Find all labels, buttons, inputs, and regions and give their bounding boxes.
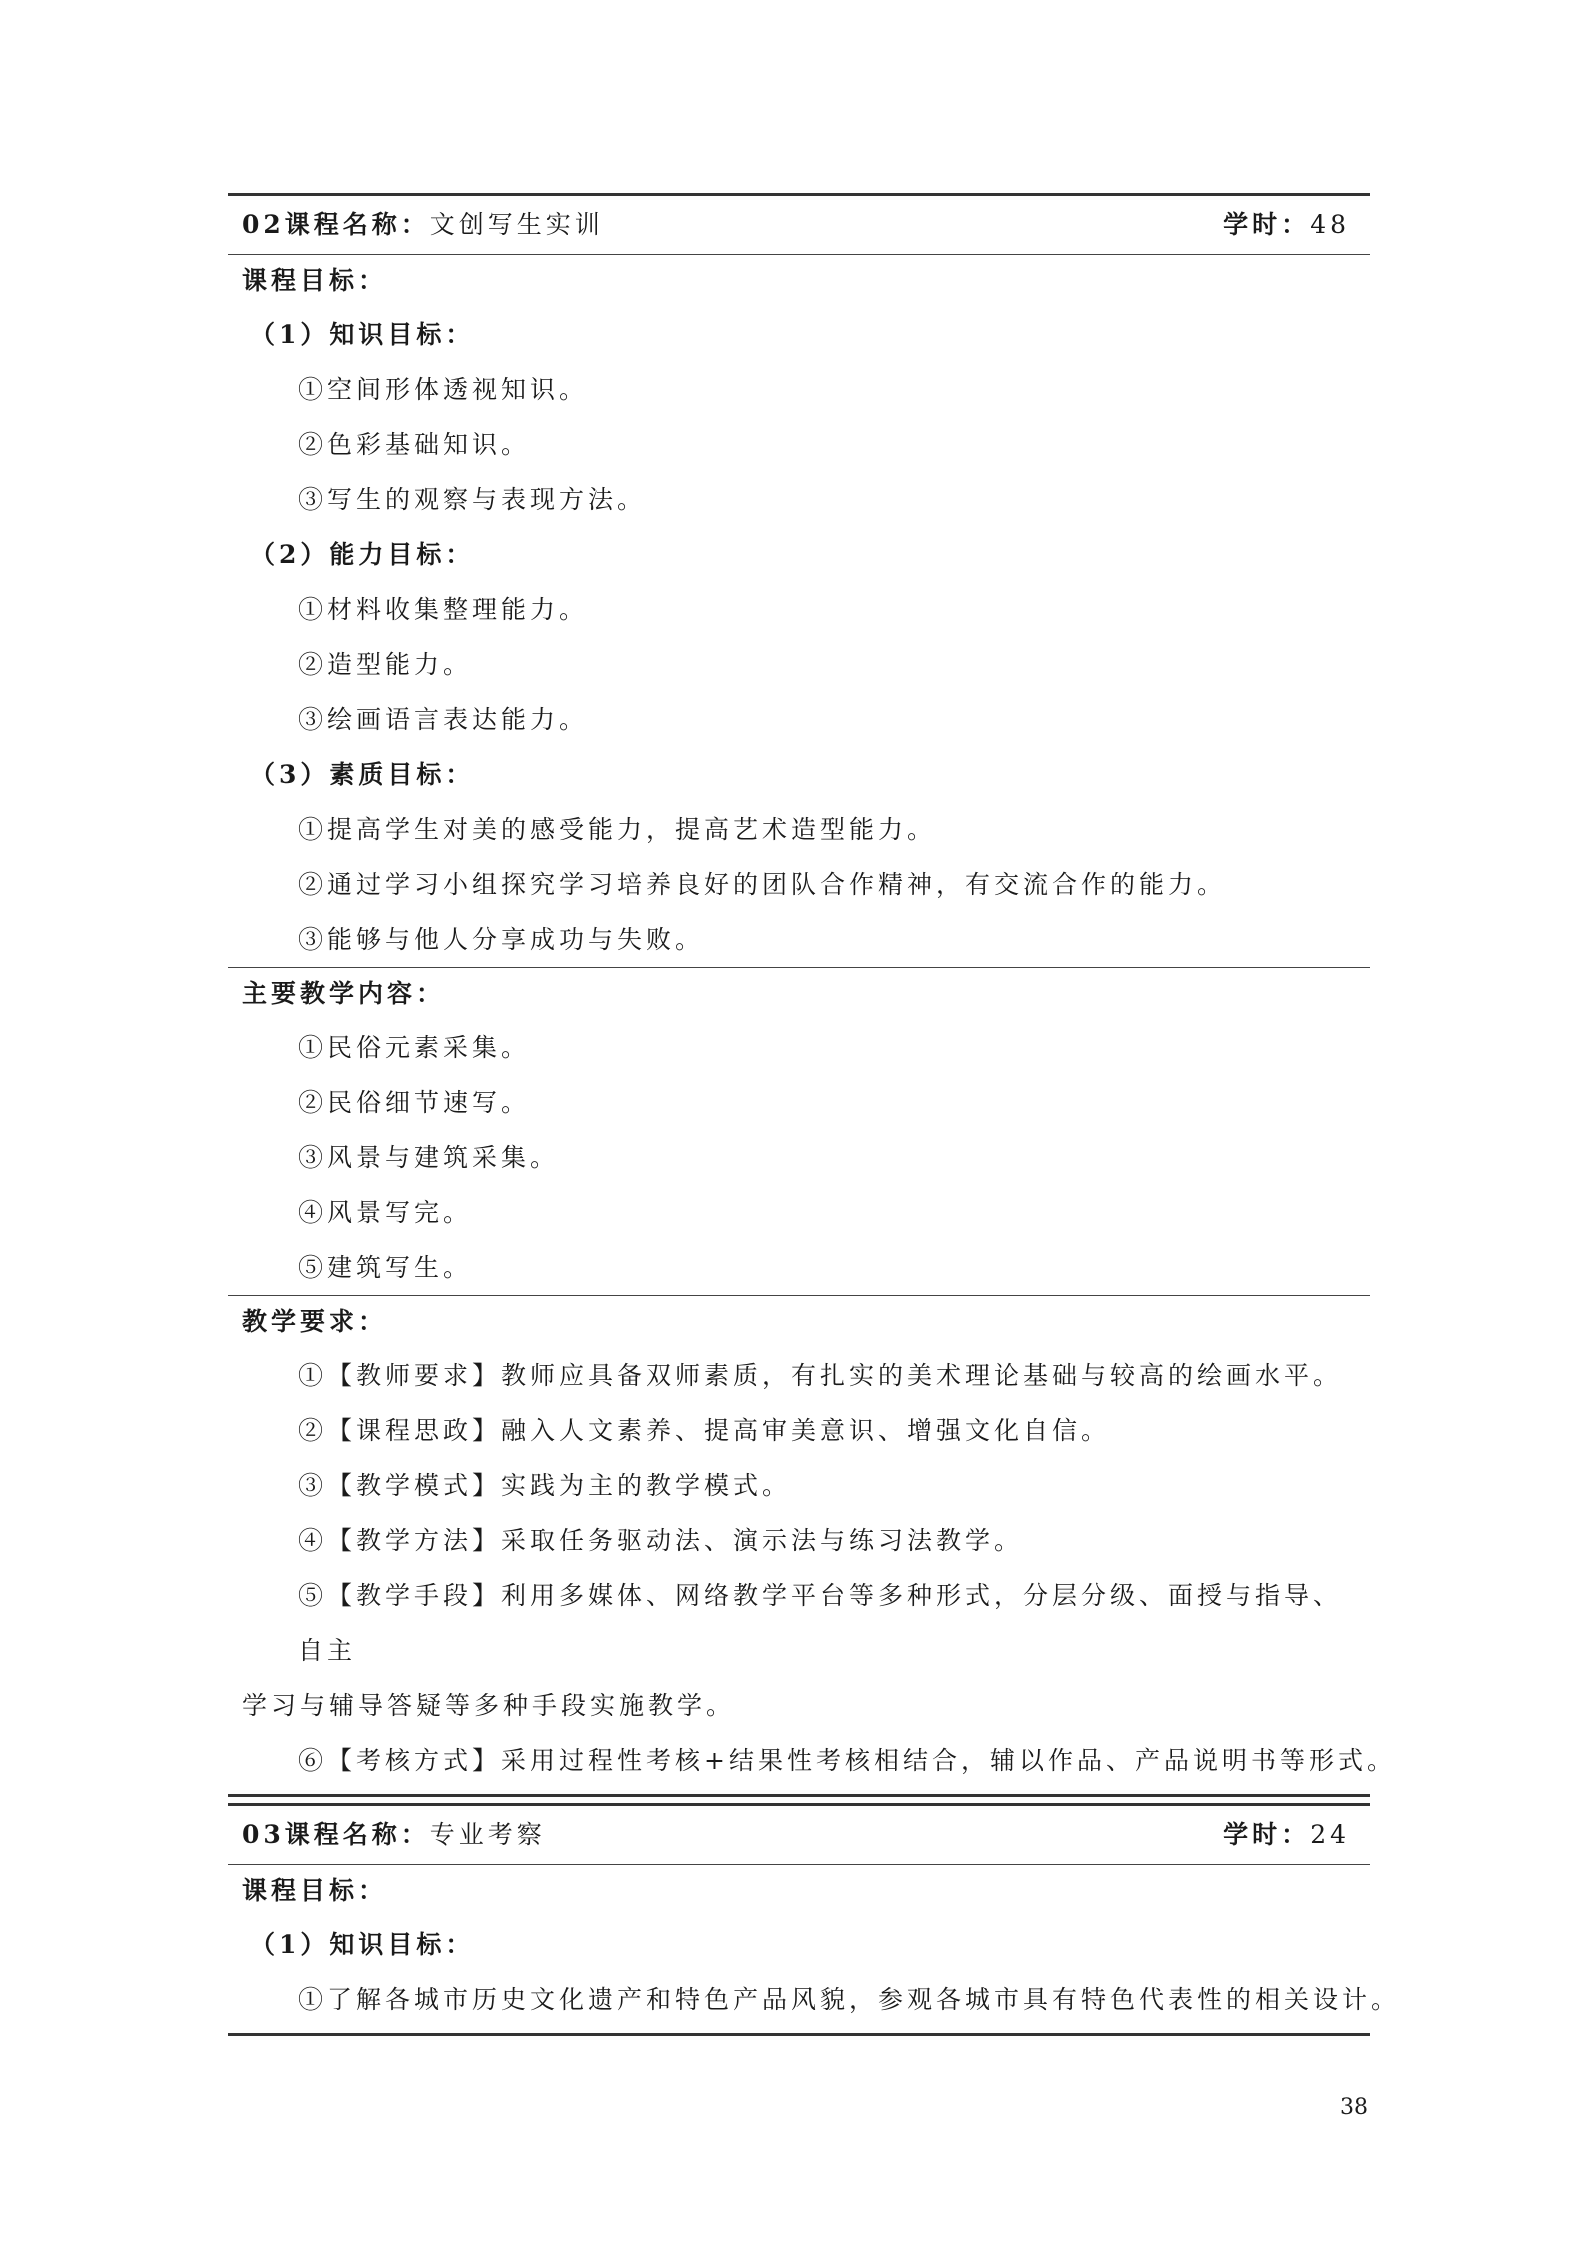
course-block-03 <box>228 1803 1401 2036</box>
list-item: ④风景写完。 <box>298 1198 473 1227</box>
course-block-02 <box>228 193 1396 1797</box>
wrapped-line-2: 学习与辅导答疑等多种手段实施教学。 <box>242 1691 736 1720</box>
quality-title: （3）素质目标： <box>250 760 475 789</box>
list-item: ③写生的观察与表现方法。 <box>298 485 647 514</box>
content-title: 主要教学内容： <box>242 979 446 1008</box>
list-item: ③【教学模式】实践为主的教学模式。 <box>298 1471 792 1500</box>
course-header-label: 03课程名称： <box>242 1820 430 1849</box>
course-header-label: 02课程名称： <box>242 210 430 239</box>
goals-title: 课程目标： <box>242 1876 388 1905</box>
list-item: ⑤建筑写生。 <box>298 1253 473 1282</box>
list-item: ①【教师要求】教师应具备双师素质，有扎实的美术理论基础与较高的绘画水平。 <box>298 1361 1343 1390</box>
requirements-title: 教学要求： <box>242 1307 388 1336</box>
list-item: ③风景与建筑采集。 <box>298 1143 560 1172</box>
list-item: ⑥【考核方式】采用过程性考核+结果性考核相结合，辅以作品、产品说明书等形式。 <box>298 1746 1396 1775</box>
knowledge-title: （1）知识目标： <box>250 1930 475 1959</box>
course-name: 文创写生实训 <box>429 210 604 239</box>
course-hours <box>1223 1806 1350 1864</box>
list-item: ①了解各城市历史文化遗产和特色产品风貌，参观各城市具有特色代表性的相关设计。 <box>298 1985 1401 2014</box>
list-item: ①民俗元素采集。 <box>298 1033 531 1062</box>
list-item: ②造型能力。 <box>298 650 473 679</box>
list-item-wrapped <box>228 1568 1370 1733</box>
list-item: ①提高学生对美的感受能力，提高艺术造型能力。 <box>298 815 937 844</box>
hours-label: 学时： <box>1223 1820 1311 1849</box>
list-item: ②民俗细节速写。 <box>298 1088 531 1117</box>
list-item: ③能够与他人分享成功与失败。 <box>298 925 705 954</box>
bottom-rule <box>228 1794 1370 1797</box>
course-name: 专业考察 <box>429 1820 546 1849</box>
course-header <box>228 196 1370 254</box>
bottom-rule <box>228 2033 1370 2036</box>
hours-value: 48 <box>1310 210 1350 239</box>
list-item: ②通过学习小组探究学习培养良好的团队合作精神，有交流合作的能力。 <box>298 870 1227 899</box>
list-item: ①材料收集整理能力。 <box>298 595 589 624</box>
wrapped-line-1: ⑤【教学手段】利用多媒体、网络教学平台等多种形式，分层分级、面授与指导、自主 <box>298 1581 1343 1665</box>
course-header <box>228 1806 1370 1864</box>
page-number: 38 <box>1340 2095 1368 2120</box>
hours-label: 学时： <box>1223 210 1311 239</box>
list-item: ④【教学方法】采取任务驱动法、演示法与练习法教学。 <box>298 1526 1024 1555</box>
ability-title: （2）能力目标： <box>250 540 475 569</box>
knowledge-title: （1）知识目标： <box>250 320 475 349</box>
goals-title: 课程目标： <box>242 266 388 295</box>
course-hours <box>1223 196 1350 254</box>
list-item: ②【课程思政】融入人文素养、提高审美意识、增强文化自信。 <box>298 1416 1111 1445</box>
hours-value: 24 <box>1310 1820 1350 1849</box>
list-item: ③绘画语言表达能力。 <box>298 705 589 734</box>
list-item: ②色彩基础知识。 <box>298 430 531 459</box>
list-item: ①空间形体透视知识。 <box>298 375 589 404</box>
